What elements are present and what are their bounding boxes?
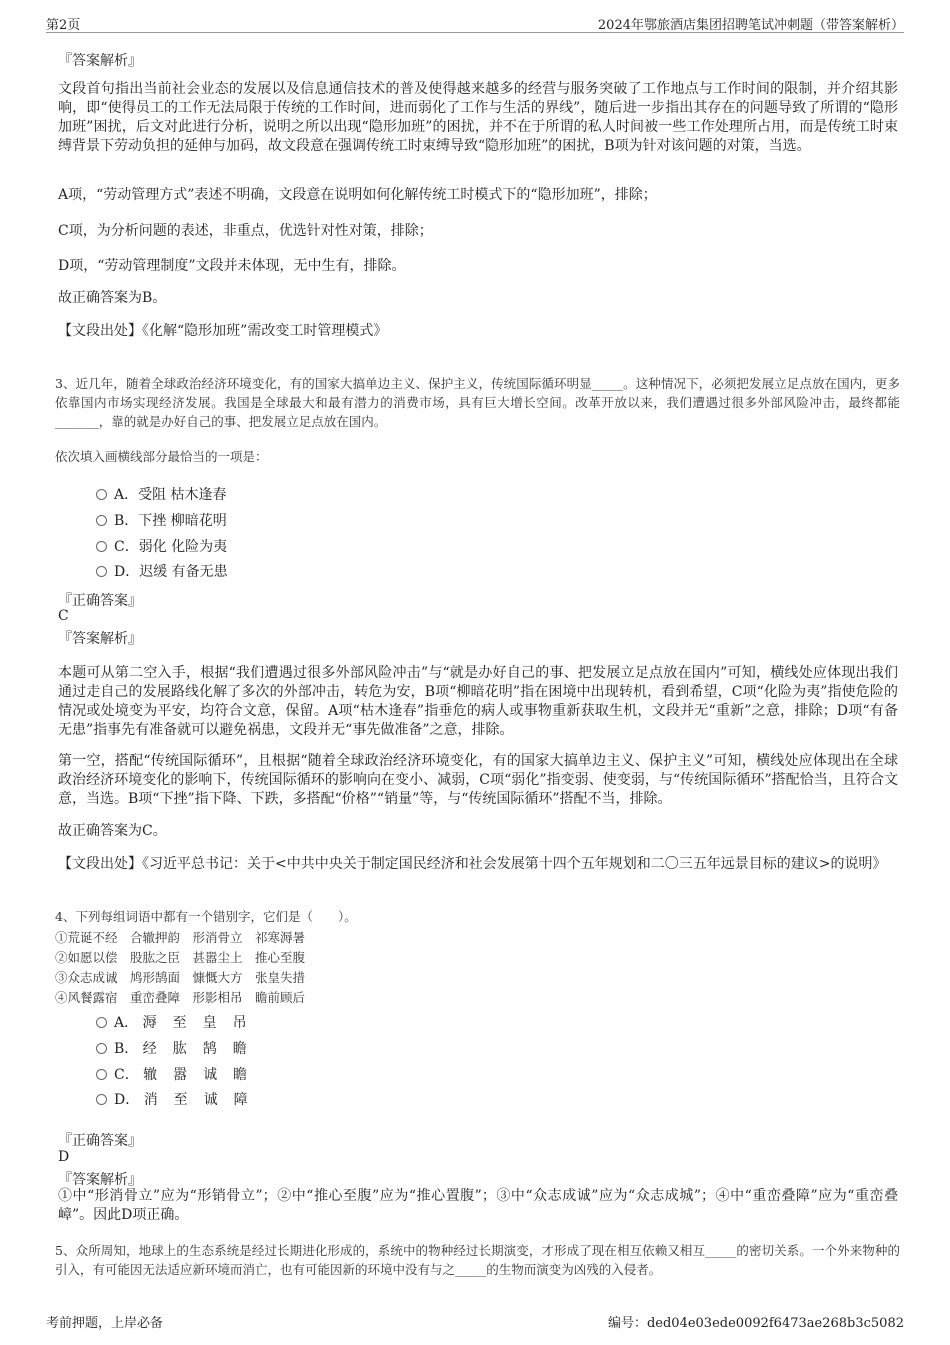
q3-analysis-1: 本题可从第二空入手，根据“我们遭遇过很多外部风险冲击”与“就是办好自己的事、把发展立足点放在国内”可知，横线处应体现出我们通过走自己的发展路线化解了多次的外部冲击，转危为安，B项“柳暗花明”指在困境中出现转机，看到希望，C项“化险为夷”指使危险的情况或处境变为平安，均符合文意，保留。A项“枯木逢春”指垂危的病人或事物重新获取生机，文段并无“重新”之意，排除；D项“有备无患”指事先有准备就可以避免祸患，文段并无“事先做准备”之意，排除。 xyxy=(58,665,898,738)
q3-prompt: 依次填入画横线部分最恰当的一项是： xyxy=(55,449,268,464)
q4-option-d[interactable]: D． 消至诚障 xyxy=(96,1089,264,1109)
q3-option-a[interactable]: A．受阻 枯木逢春 xyxy=(96,484,227,504)
q2-conclusion: 故正确答案为B。 xyxy=(58,290,167,306)
q2-option-a-analysis: A项，“劳动管理方式”表述不明确，文段意在说明如何化解传统工时模式下的“隐形加班”，排除； xyxy=(58,187,657,203)
q4-analysis: ①中“形消骨立”应为“形销骨立”；②中“推心至腹”应为“推心置腹”；③中“众志成诚”应为“众志成城”；④中“重峦叠障”应为“重峦叠嶂”。因此D项正确。 xyxy=(58,1188,898,1223)
q3-answer: C xyxy=(58,608,69,624)
radio-icon[interactable] xyxy=(96,489,107,500)
document-code: 编号：ded04e03ede0092f6473ae268b3c5082 xyxy=(607,1316,904,1331)
q4-answer-label: 『正确答案』 xyxy=(58,1133,142,1149)
radio-icon[interactable] xyxy=(96,541,107,552)
page-header xyxy=(46,12,904,33)
q3-analysis-2: 第一空，搭配“传统国际循环”，且根据“随着全球政治经济环境变化，有的国家大搞单边主义、保护主义”可知，横线处应体现出在全球政治经济环境变化的影响下，传统国际循环的影响向在变小、减弱，C项“弱化”指变弱、使变弱，与“传统国际循环”搭配恰当，且符合文意，当选。B项“下挫”指下降、下跌，多搭配“价格”“销量”等，与“传统国际循环”搭配不当，排除。 xyxy=(58,753,898,807)
q4-row-3: ③众志成诚 鸠形鹄面 慷慨大方 张皇失措 xyxy=(55,970,306,985)
radio-icon[interactable] xyxy=(96,515,107,526)
q2-option-d-analysis: D项，“劳动管理制度”文段并未体现，无中生有，排除。 xyxy=(58,258,406,274)
q3-answer-label: 『正确答案』 xyxy=(58,593,142,609)
footer-slogan: 考前押题，上岸必备 xyxy=(46,1316,164,1331)
q3-option-b[interactable]: B．下挫 柳暗花明 xyxy=(96,510,227,530)
q2-analysis-label: 『答案解析』 xyxy=(58,53,142,69)
q2-analysis: 文段首句指出当前社会业态的发展以及信息通信技术的普及使得越来越多的经营与服务突破了工作地点与工作时间的限制，并介绍其影响，即“使得员工的工作无法局限于传统的工作时间，进而弱化了工作与生活的界线”，随后进一步指出其存在的问题导致了所谓的“隐形加班”困扰，后文对此进行分析，说明之所以出现“隐形加班”的困扰，并不在于所谓的私人时间被一些工作处理所占用，而是传统工时束缚背景下劳动负担的延伸与加码，故文段意在强调传统工时束缚导致“隐形加班”的困扰，B项为针对该问题的对策，当选。 xyxy=(58,81,898,154)
q3-question: 3、近几年，随着全球政治经济环境变化，有的国家大搞单边主义、保护主义，传统国际循环明显_____。这种情况下，必须把发展立足点放在国内，更多依靠国内市场实现经济发展。我国是全球最大和最有潜力的消费市场，具有巨大增长空间。改革开放以来，我们遭遇过很多外部风险冲击，最终都能_______，靠的就是办好自己的事、把发展立足点放在国内。 xyxy=(55,376,900,429)
q3-analysis-label: 『答案解析』 xyxy=(58,631,142,647)
q4-question: 4、下列每组词语中都有一个错别字，它们是（ ）。 xyxy=(55,909,357,924)
q4-answer: D xyxy=(58,1149,70,1165)
q3-conclusion: 故正确答案为C。 xyxy=(58,823,167,839)
page-number: 第2页 xyxy=(46,18,81,33)
radio-icon[interactable] xyxy=(96,566,107,577)
q4-option-a[interactable]: A． 溽至皇吊 xyxy=(96,1012,263,1032)
q4-row-4: ④风餐露宿 重峦叠障 形影相吊 瞻前顾后 xyxy=(55,990,306,1005)
q3-option-c[interactable]: C．弱化 化险为夷 xyxy=(96,536,227,556)
q2-source: 【文段出处】《化解“隐形加班”需改变工时管理模式》 xyxy=(58,323,388,339)
q3-source: 【文段出处】《习近平总书记：关于<中共中央关于制定国民经济和社会发展第十四个五年规划和二〇三五年远景目标的建议>的说明》 xyxy=(58,856,887,872)
q2-option-c-analysis: C项，为分析问题的表述，非重点，优选针对性对策，排除； xyxy=(58,223,433,239)
q5-question: 5、众所周知，地球上的生态系统是经过长期进化形成的，系统中的物种经过长期演变，才形成了现在相互依赖又相互_____的密切关系。一个外来物种的引入，有可能因无法适应新环境而消亡，也有可能因新的环境中没有与之_____的生物而演变为凶残的入侵者。 xyxy=(55,1243,900,1277)
q4-row-2: ②如愿以偿 股肱之臣 甚嚣尘上 推心至腹 xyxy=(55,950,306,965)
radio-icon[interactable] xyxy=(96,1094,107,1105)
document-title: 2024年鄂旅酒店集团招聘笔试冲刺题（带答案解析） xyxy=(597,18,904,33)
q4-row-1: ①荒诞不经 合辙押韵 形消骨立 祁寒溽暑 xyxy=(55,930,306,945)
radio-icon[interactable] xyxy=(96,1017,107,1028)
radio-icon[interactable] xyxy=(96,1043,107,1054)
q4-analysis-label: 『答案解析』 xyxy=(58,1172,142,1188)
q3-option-d[interactable]: D．迟缓 有备无患 xyxy=(96,561,228,581)
q4-option-c[interactable]: C． 辙嚣诚瞻 xyxy=(96,1064,263,1084)
q4-option-b[interactable]: B． 经肱鹄瞻 xyxy=(96,1038,263,1058)
radio-icon[interactable] xyxy=(96,1069,107,1080)
